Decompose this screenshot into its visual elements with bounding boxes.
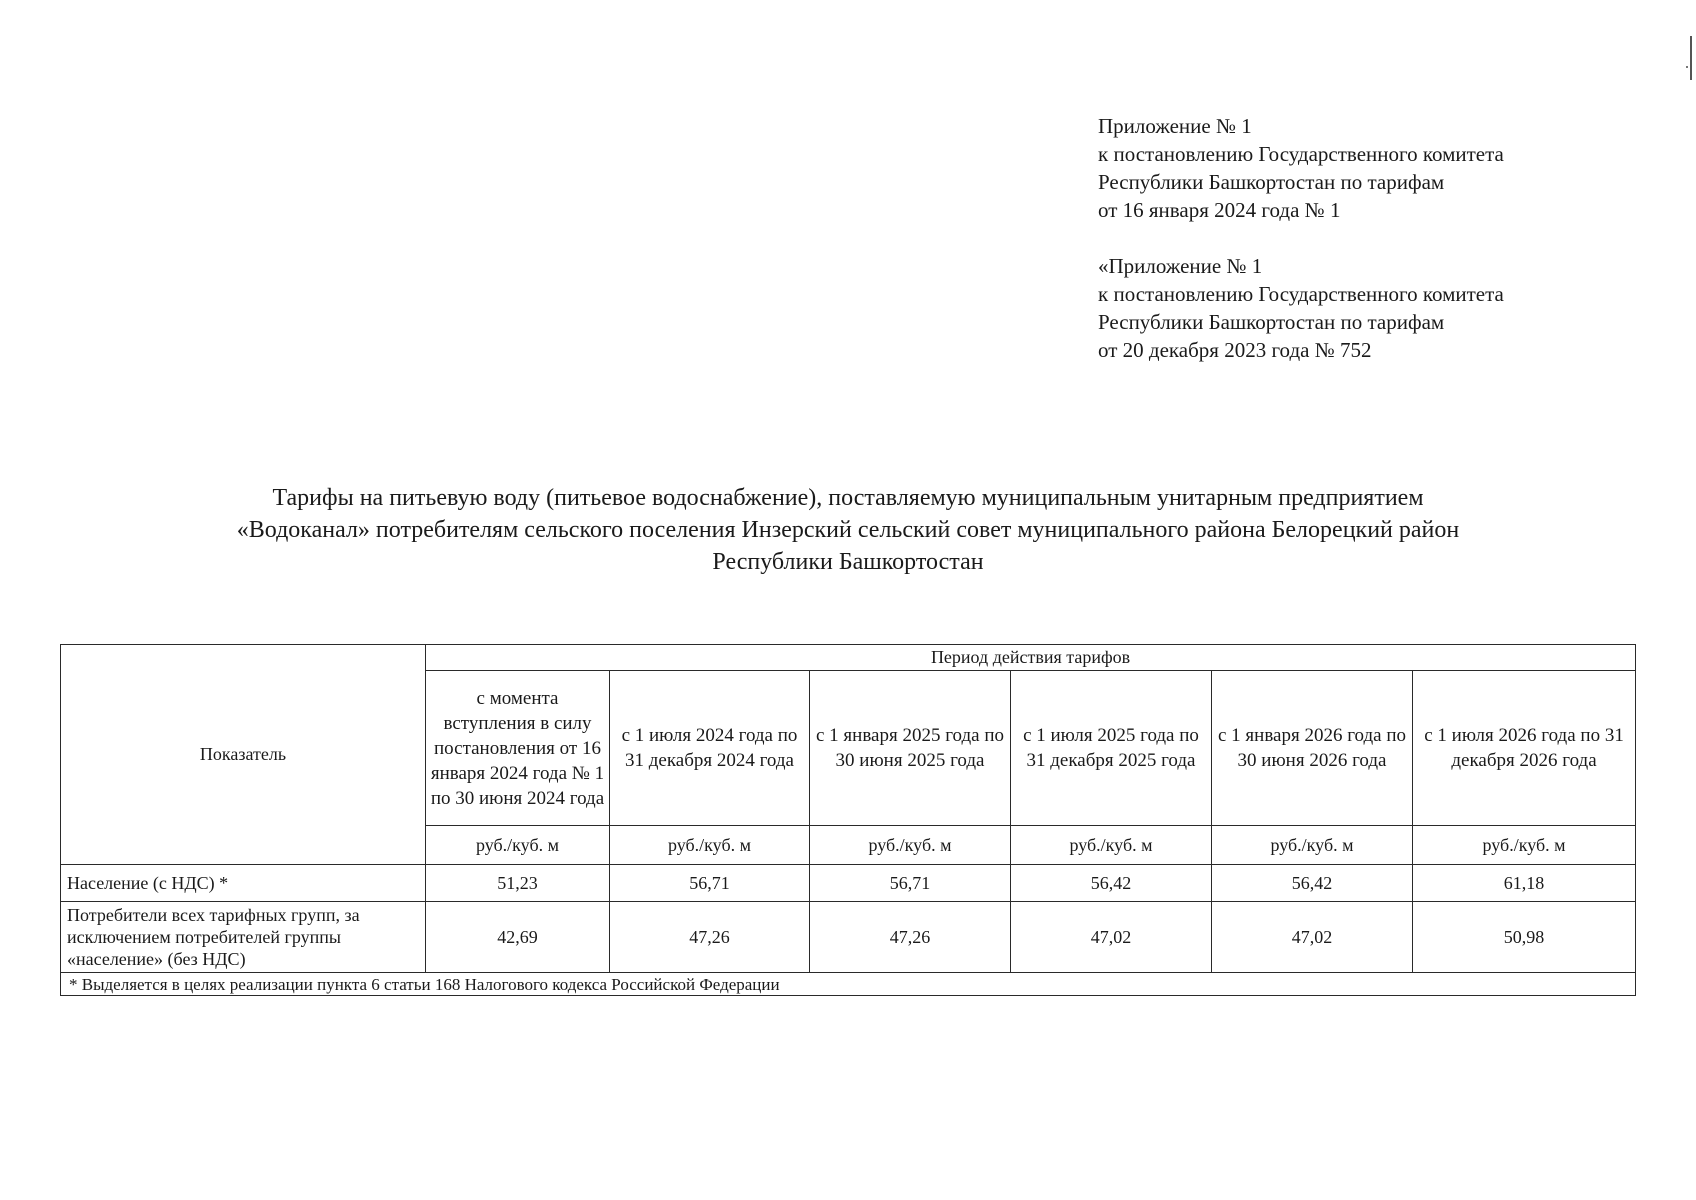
title-line: «Водоканал» потребителям сельского поселения Инзерский сельский совет муниципального района Белорецкий район — [236, 517, 1460, 543]
period-cell: с 1 июля 2025 года по 31 декабря 2025 года — [1011, 671, 1212, 826]
unit-cell: руб./куб. м — [610, 826, 810, 865]
annex-current — [1098, 112, 1658, 224]
annex-previous-line: Республики Башкортостан по тарифам — [1098, 310, 1445, 334]
period-header: Период действия тарифов — [426, 645, 1636, 671]
annex-current-line: от 16 января 2024 года № 1 — [1098, 198, 1341, 222]
document-title — [60, 482, 1636, 578]
tariff-value: 47,02 — [1011, 902, 1212, 973]
unit-cell: руб./куб. м — [1011, 826, 1212, 865]
annex-current-line: Республики Башкортостан по тарифам — [1098, 170, 1445, 194]
tariff-table — [60, 644, 1636, 996]
table-row — [61, 865, 1636, 902]
footnote: * Выделяется в целях реализации пункта 6 статьи 168 Налогового кодекса Российской Федерации — [61, 973, 1636, 996]
title-line: Республики Башкортостан — [712, 549, 984, 575]
row-label: Население (с НДС) * — [61, 865, 426, 902]
scan-edge-dot — [1686, 66, 1688, 68]
tariff-value: 56,71 — [810, 865, 1011, 902]
annex-previous-line: «Приложение № 1 — [1098, 254, 1263, 278]
annex-current-line: Приложение № 1 — [1098, 114, 1252, 138]
annex-previous — [1098, 252, 1658, 364]
tariff-value: 61,18 — [1413, 865, 1636, 902]
tariff-value: 56,42 — [1212, 865, 1413, 902]
annex-previous-line: от 20 декабря 2023 года № 752 — [1098, 338, 1372, 362]
table-row — [61, 902, 1636, 973]
unit-cell: руб./куб. м — [1212, 826, 1413, 865]
tariff-value: 56,42 — [1011, 865, 1212, 902]
unit-cell: руб./куб. м — [810, 826, 1011, 865]
tariff-value: 56,71 — [610, 865, 810, 902]
tariff-value: 47,02 — [1212, 902, 1413, 973]
annex-current-line: к постановлению Государственного комитета — [1098, 142, 1504, 166]
unit-cell: руб./куб. м — [426, 826, 610, 865]
tariff-value: 47,26 — [810, 902, 1011, 973]
tariff-table-container — [60, 644, 1635, 996]
annex-header — [1098, 112, 1658, 364]
tariff-value: 47,26 — [610, 902, 810, 973]
row-label: Потребители всех тарифных групп, за исключением потребителей группы «население» (без НДС) — [61, 902, 426, 973]
scan-edge-mark — [1690, 36, 1692, 80]
period-cell: с 1 января 2025 года по 30 июня 2025 года — [810, 671, 1011, 826]
indicator-header: Показатель — [61, 645, 426, 865]
period-cell: с момента вступления в силу постановления от 16 января 2024 года № 1 по 30 июня 2024 года — [426, 671, 610, 826]
unit-cell: руб./куб. м — [1413, 826, 1636, 865]
annex-previous-line: к постановлению Государственного комитета — [1098, 282, 1504, 306]
tariff-value: 50,98 — [1413, 902, 1636, 973]
tariff-value: 42,69 — [426, 902, 610, 973]
period-cell: с 1 июля 2024 года по 31 декабря 2024 года — [610, 671, 810, 826]
tariff-value: 51,23 — [426, 865, 610, 902]
period-cell: с 1 января 2026 года по 30 июня 2026 года — [1212, 671, 1413, 826]
title-line: Тарифы на питьевую воду (питьевое водоснабжение), поставляемую муниципальным унитарным предприятием — [272, 485, 1424, 511]
period-cell: с 1 июля 2026 года по 31 декабря 2026 года — [1413, 671, 1636, 826]
